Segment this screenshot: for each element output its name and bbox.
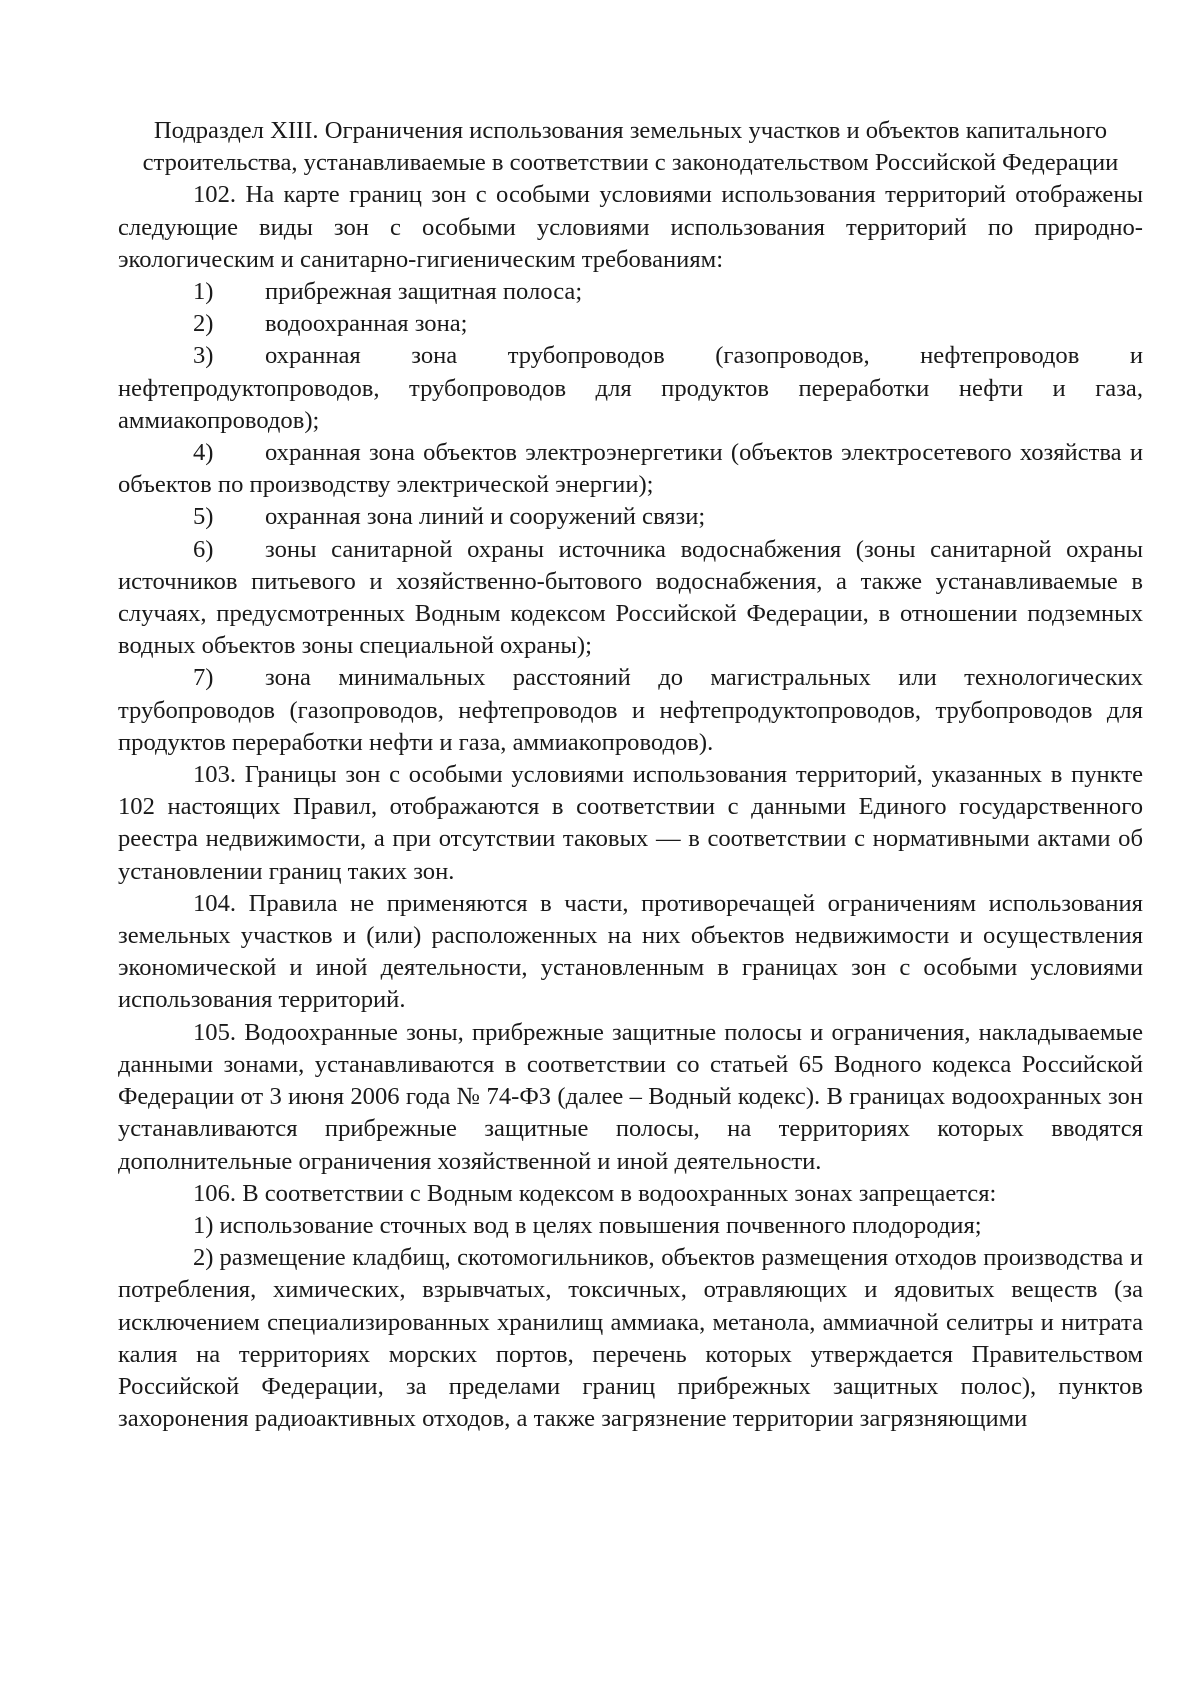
list-item-text: охранная зона линий и сооружений связи; <box>265 503 706 531</box>
paragraph-106: 106. В соответствии с Водным кодексом в водоохранных зонах запрещается: <box>193 1179 997 1207</box>
list-item <box>118 501 1143 533</box>
list-item <box>118 1242 1143 1435</box>
list-item-text: охранная зона объектов электроэнергетики (объектов электросетевого хозяйства и объектов по производству электрической энергии); <box>118 439 1143 499</box>
paragraph-104: 104. Правила не применяются в части, противоречащей ограничениям использования земельных участков и (или) расположенных на них объектов недвижимости и осуществления экономической и иной деятельности, установленным в границах зон с особыми условиями использования территорий. <box>118 889 1143 1014</box>
list-item <box>118 1210 1143 1242</box>
list-item-number: 4) <box>193 439 214 467</box>
paragraph-103: 103. Границы зон с особыми условиями использования территорий, указанных в пункте 102 настоящих Правил, отображаются в соответствии с данными Единого государственного реестра недвижимости, а при отсутствии таковых — в соответствии с нормативными актами об установлении границ таких зон. <box>118 761 1143 885</box>
list-item <box>118 437 1143 501</box>
list-item <box>118 308 1143 340</box>
zones-list <box>118 276 1143 759</box>
list-item <box>118 662 1143 759</box>
list-item-text: охранная зона трубопроводов (газопроводов, нефтепроводов и нефтепродуктопроводов, трубопроводов для продуктов переработки нефти и газа, аммиакопроводов); <box>118 342 1143 434</box>
list-item <box>118 276 1143 308</box>
list-item-text: использование сточных вод в целях повышения почвенного плодородия; <box>219 1211 982 1239</box>
prohibitions-list <box>118 1210 1143 1435</box>
list-item <box>118 534 1143 663</box>
list-item-number: 2) <box>193 310 214 338</box>
list-item-text: зоны санитарной охраны источника водоснабжения (зоны санитарной охраны источников питьевого и хозяйственно-бытового водоснабжения, а также устанавливаемые в случаях, предусмотренных Водным кодексом Российской Федерации, в отношении подземных водных объектов зоны специальной охраны); <box>118 535 1143 660</box>
list-item <box>118 340 1143 437</box>
list-item-number: 1) <box>193 1211 214 1239</box>
list-item-number: 2) <box>193 1244 214 1272</box>
list-item-number: 7) <box>193 664 214 692</box>
list-item-text: зона минимальных расстояний до магистральных или технологических трубопроводов (газопроводов, нефтепроводов и нефтепродуктопроводов, трубопроводов для продуктов переработки нефти и газа, аммиакопроводов). <box>118 664 1143 756</box>
document-page <box>118 115 1143 1435</box>
list-item-text: водоохранная зона; <box>265 310 468 338</box>
section-heading: Подраздел XIII. Ограничения использования земельных участков и объектов капитального строительства, устанавливаемые в соответствии с законодательством Российской Федерации <box>142 117 1119 177</box>
list-item-number: 1) <box>193 278 214 306</box>
list-item-number: 5) <box>193 503 214 531</box>
list-item-number: 3) <box>193 342 214 370</box>
list-item-text: прибрежная защитная полоса; <box>265 278 583 306</box>
list-item-text: размещение кладбищ, скотомогильников, объектов размещения отходов производства и потребления, химических, взрывчатых, токсичных, отравляющих и ядовитых веществ (за исключением специализированных хранилищ аммиака, метанола, аммиачной селитры и нитрата калия на территориях морских портов, перечень которых утверждается Правительством Российской Федерации, за пределами границ прибрежных защитных полос), пунктов захоронения радиоактивных отходов, а также загрязнение территории загрязняющими <box>118 1244 1143 1433</box>
paragraph-102: 102. На карте границ зон с особыми условиями использования территорий отображены следующие виды зон с особыми условиями использования территорий по природно-экологическим и санитарно-гигиеническим требованиям: <box>118 181 1143 273</box>
paragraph-105: 105. Водоохранные зоны, прибрежные защитные полосы и ограничения, накладываемые данными зонами, устанавливаются в соответствии со статьей 65 Водного кодекса Российской Федерации от 3 июня 2006 года № 74-ФЗ (далее – Водный кодекс). В границах водоохранных зон устанавливаются прибрежные защитные полосы, на территориях которых вводятся дополнительные ограничения хозяйственной и иной деятельности. <box>118 1018 1143 1175</box>
list-item-number: 6) <box>193 535 214 563</box>
